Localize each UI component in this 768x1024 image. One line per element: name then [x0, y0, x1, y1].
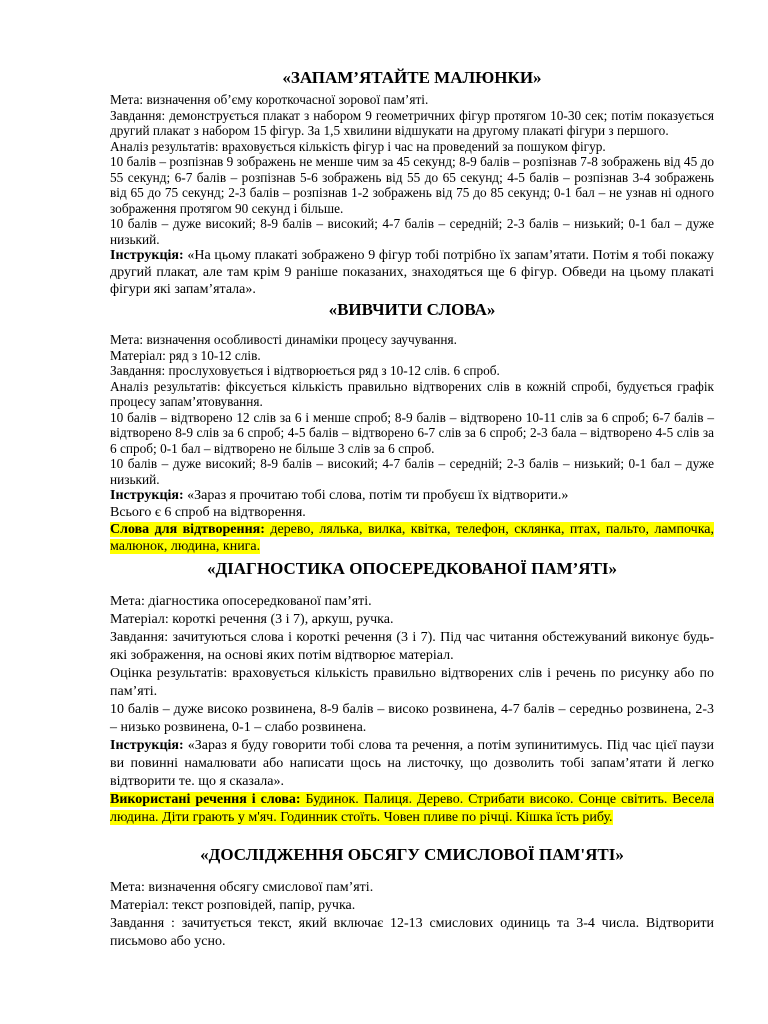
s2-words-text: дерево, лялька, вилка, квітка, телефон, склянка, птах, пальто, лампочка, малюнок, людина, книга. [110, 522, 714, 554]
section-title-mediated-memory: «ДІАГНОСТИКА ОПОСЕРЕДКОВАНОЇ ПАМ’ЯТІ» [206, 559, 618, 578]
s2-instruction-text: «Зараз я прочитаю тобі слова, потім ти пробуєш їх відтворити.» [183, 488, 569, 503]
section-title-semantic-memory: «ДОСЛІДЖЕННЯ ОБСЯГУ СМИСЛОВОЇ ПАМ'ЯТІ» [200, 845, 624, 864]
s1-task: Завдання: демонструється плакат з набором 9 геометричних фігур протягом 10-30 сек; потім показується другий плакат з набором 15 фігур. За 1,5 хвилини відшукати на другому плакаті фігури з першого. [110, 107, 714, 138]
s2-words [110, 521, 714, 555]
s1-goal: Мета: визначення об’єму короткочасної зорової пам’яті. [110, 92, 429, 107]
section-title-memorize-pictures: «ЗАПАМ’ЯТАЙТЕ МАЛЮНКИ» [282, 68, 542, 87]
s3-evaluation: Оцінка результатів: враховується кількість правильно відтворених слів і речень по рисунку або по пам’яті. [110, 666, 714, 699]
s2-analysis: Аналіз результатів: фіксується кількість правильно відтворених слів в кожній спробі, будується графік процесу запам’ятовування. [110, 378, 714, 409]
s4-goal: Мета: визначення обсягу смислової пам’яті. [110, 880, 374, 895]
s2-words-label: Слова для відтворення: [110, 522, 265, 537]
section-title-learn-words: «ВИВЧИТИ СЛОВА» [328, 300, 496, 319]
s3-levels: 10 балів – дуже високо розвинена, 8-9 балів – високо розвинена, 4-7 балів – середньо розвинена, 2-3 – низько розвинена, 0-1 – слабо розвинена. [110, 702, 714, 735]
s1-levels: 10 балів – дуже високий; 8-9 балів – високий; 4-7 балів – середній; 2-3 балів – низький; 0-1 бал – дуже низький. [110, 216, 714, 247]
s1-instruction [110, 247, 714, 298]
s2-material: Матеріал: ряд з 10-12 слів. [110, 347, 261, 363]
s1-analysis: Аналіз результатів: враховується кількість фігур і час на проведений за пошуком фігур. [110, 138, 606, 154]
s2-instruction-label: Інструкція: [110, 488, 184, 503]
s3-instruction [110, 737, 714, 791]
s3-task: Завдання: зачитуються слова і короткі речення (3 і 7). Під час читання обстежуваний виконує будь-які зображення, на основі яких потім відтворює матеріал. [110, 630, 714, 663]
s2-levels: 10 балів – дуже високий; 8-9 балів – високий; 4-7 балів – середній; 2-3 балів – низький; 0-1 бал – дуже низький. [110, 456, 714, 487]
s4-material: Матеріал: текст розповідей, папір, ручка. [110, 898, 356, 913]
s4-task: Завдання : зачитується текст, який включає 12-13 смислових одиниць та 3-4 числа. Відтворити письмово або усно. [110, 916, 714, 949]
s2-task: Завдання: прослуховується і відтворюється ряд з 10-12 слів. 6 спроб. [110, 363, 500, 378]
s2-scoring: 10 балів – відтворено 12 слів за 6 і менше спроб; 8-9 балів – відтворено 10-11 слів за 6 спроб; 6-7 балів – відтворено 8-9 слів за 6 спроб; 4-5 балів – відтворено 6-7 слів за 6 спроб; 2-3 бала – відтворено 4-5 слів за 6 спроб; 0-1 бал – відтворено не більше 3 слів за 6 спроб. [110, 409, 714, 456]
s1-instruction-label: Інструкція: [110, 248, 184, 263]
s2-goal: Мета: визначення особливості динаміки процесу заучування. [110, 332, 457, 347]
s3-instruction-label: Інструкція: [110, 738, 184, 753]
s3-material: Матеріал: короткі речення (3 і 7), аркуш, ручка. [110, 612, 394, 627]
s3-instruction-text: «Зараз я буду говорити тобі слова та речення, а потім зупинитимусь. Під час цієї паузи ви повинні намалювати або написати щось на листочку, що дозволить тобі запам’ятати й легко відтворити те. що я сказала». [110, 738, 714, 789]
s1-scoring: 10 балів – розпізнав 9 зображень не менше чим за 45 секунд; 8-9 балів – розпізнав 7-8 зображень від 45 до 55 секунд; 6-7 балів – розпізнав 5-6 зображень від 55 до 65 секунд; 4-5 балів – розпізнав 3-4 зображень від 65 до 75 секунд; 2-3 балів – розпізнав 1-2 зображень від 75 до 85 секунд; 0-1 бал – не узнав ні одного зображення протягом 90 секунд і більше. [110, 154, 714, 216]
s3-used-text: Будинок. Палиця. Дерево. Стрибати високо. Сонце світить. Весела людина. Діти грають у м'яч. Годинник стоїть. Човен пливе по річці. Кішка їсть рибу. [110, 792, 715, 825]
s2-instruction [110, 487, 714, 504]
s1-instruction-text: «На цьому плакаті зображено 9 фігур тобі потрібно їх запам’ятати. Потім я тобі покажу другий плакат, але там крім 9 раніше показаних, знаходяться ще 6 фігур. Обведи на цьому плакаті фігури які запам’ятала». [110, 248, 714, 297]
s3-used-label: Використані речення і слова: [110, 792, 301, 807]
s2-attempts: Всього є 6 спроб на відтворення. [110, 505, 306, 520]
s3-goal: Мета: діагностика опосередкованої пам’яті. [110, 594, 372, 609]
s3-used-words [110, 791, 714, 827]
